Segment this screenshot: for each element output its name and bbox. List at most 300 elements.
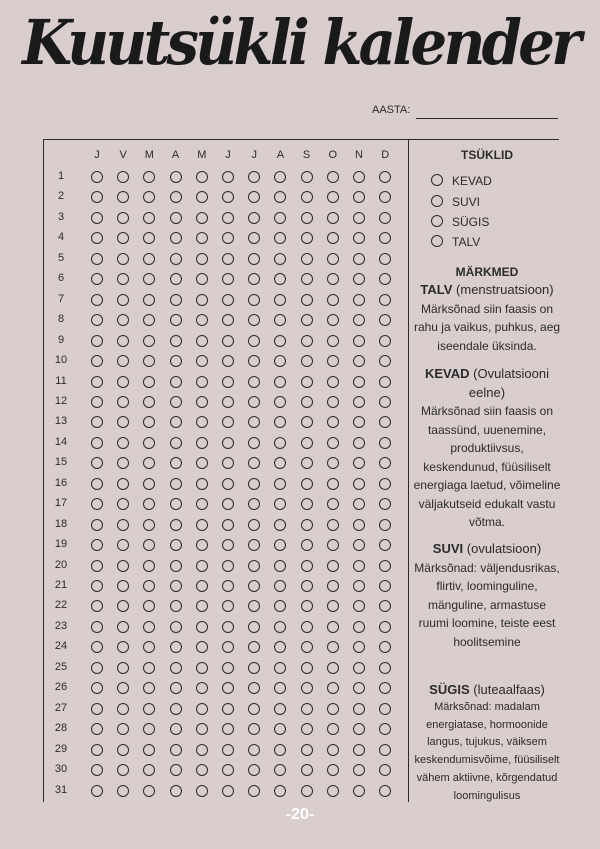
day-circle[interactable] [379, 764, 391, 776]
day-circle[interactable] [379, 376, 391, 388]
day-circle[interactable] [274, 621, 286, 633]
day-circle[interactable] [379, 662, 391, 674]
day-circle[interactable] [117, 785, 129, 797]
day-circle[interactable] [170, 314, 182, 326]
day-circle[interactable] [301, 171, 313, 183]
day-circle[interactable] [222, 212, 234, 224]
day-circle[interactable] [274, 641, 286, 653]
day-circle[interactable] [170, 273, 182, 285]
day-circle[interactable] [248, 662, 260, 674]
day-circle[interactable] [301, 785, 313, 797]
day-circle[interactable] [196, 335, 208, 347]
day-circle[interactable] [143, 294, 155, 306]
day-circle[interactable] [91, 355, 103, 367]
day-circle[interactable] [170, 478, 182, 490]
day-circle[interactable] [274, 437, 286, 449]
day-circle[interactable] [143, 764, 155, 776]
day-circle[interactable] [248, 232, 260, 244]
day-circle[interactable] [91, 253, 103, 265]
day-circle[interactable] [143, 314, 155, 326]
day-circle[interactable] [196, 376, 208, 388]
day-circle[interactable] [274, 191, 286, 203]
day-circle[interactable] [274, 376, 286, 388]
day-circle[interactable] [248, 335, 260, 347]
day-circle[interactable] [248, 191, 260, 203]
day-circle[interactable] [327, 621, 339, 633]
day-circle[interactable] [143, 212, 155, 224]
day-circle[interactable] [222, 498, 234, 510]
day-circle[interactable] [222, 416, 234, 428]
day-circle[interactable] [143, 560, 155, 572]
day-circle[interactable] [222, 560, 234, 572]
day-circle[interactable] [327, 273, 339, 285]
day-circle[interactable] [91, 662, 103, 674]
day-circle[interactable] [379, 519, 391, 531]
day-circle[interactable] [170, 232, 182, 244]
day-circle[interactable] [353, 641, 365, 653]
day-circle[interactable] [248, 355, 260, 367]
day-circle[interactable] [248, 580, 260, 592]
day-circle[interactable] [170, 600, 182, 612]
day-circle[interactable] [301, 396, 313, 408]
year-input-line[interactable] [416, 118, 558, 119]
day-circle[interactable] [301, 764, 313, 776]
day-circle[interactable] [353, 498, 365, 510]
day-circle[interactable] [91, 600, 103, 612]
day-circle[interactable] [248, 519, 260, 531]
day-circle[interactable] [274, 212, 286, 224]
day-circle[interactable] [143, 600, 155, 612]
day-circle[interactable] [379, 641, 391, 653]
day-circle[interactable] [196, 171, 208, 183]
day-circle[interactable] [170, 416, 182, 428]
day-circle[interactable] [379, 253, 391, 265]
day-circle[interactable] [353, 723, 365, 735]
day-circle[interactable] [327, 253, 339, 265]
day-circle[interactable] [274, 539, 286, 551]
day-circle[interactable] [117, 191, 129, 203]
day-circle[interactable] [117, 416, 129, 428]
day-circle[interactable] [222, 682, 234, 694]
day-circle[interactable] [274, 314, 286, 326]
day-circle[interactable] [301, 744, 313, 756]
day-circle[interactable] [170, 580, 182, 592]
day-circle[interactable] [196, 437, 208, 449]
day-circle[interactable] [143, 416, 155, 428]
day-circle[interactable] [196, 294, 208, 306]
day-circle[interactable] [248, 478, 260, 490]
day-circle[interactable] [353, 253, 365, 265]
day-circle[interactable] [196, 600, 208, 612]
day-circle[interactable] [274, 723, 286, 735]
cycle-circle[interactable] [431, 235, 443, 247]
day-circle[interactable] [170, 723, 182, 735]
day-circle[interactable] [248, 273, 260, 285]
day-circle[interactable] [196, 621, 208, 633]
day-circle[interactable] [91, 335, 103, 347]
day-circle[interactable] [222, 641, 234, 653]
day-circle[interactable] [91, 212, 103, 224]
day-circle[interactable] [196, 641, 208, 653]
day-circle[interactable] [222, 662, 234, 674]
day-circle[interactable] [143, 191, 155, 203]
day-circle[interactable] [248, 396, 260, 408]
day-circle[interactable] [327, 519, 339, 531]
day-circle[interactable] [196, 580, 208, 592]
day-circle[interactable] [327, 600, 339, 612]
day-circle[interactable] [117, 519, 129, 531]
day-circle[interactable] [248, 437, 260, 449]
day-circle[interactable] [379, 457, 391, 469]
day-circle[interactable] [91, 457, 103, 469]
day-circle[interactable] [301, 355, 313, 367]
day-circle[interactable] [301, 437, 313, 449]
day-circle[interactable] [274, 273, 286, 285]
day-circle[interactable] [91, 682, 103, 694]
day-circle[interactable] [248, 560, 260, 572]
day-circle[interactable] [222, 764, 234, 776]
day-circle[interactable] [379, 498, 391, 510]
day-circle[interactable] [91, 416, 103, 428]
day-circle[interactable] [274, 478, 286, 490]
day-circle[interactable] [222, 621, 234, 633]
day-circle[interactable] [327, 641, 339, 653]
day-circle[interactable] [353, 580, 365, 592]
day-circle[interactable] [143, 273, 155, 285]
day-circle[interactable] [379, 191, 391, 203]
day-circle[interactable] [301, 519, 313, 531]
day-circle[interactable] [196, 396, 208, 408]
day-circle[interactable] [196, 785, 208, 797]
day-circle[interactable] [274, 764, 286, 776]
day-circle[interactable] [91, 376, 103, 388]
day-circle[interactable] [91, 580, 103, 592]
day-circle[interactable] [353, 376, 365, 388]
day-circle[interactable] [143, 641, 155, 653]
day-circle[interactable] [196, 539, 208, 551]
day-circle[interactable] [117, 355, 129, 367]
day-circle[interactable] [353, 171, 365, 183]
day-circle[interactable] [170, 171, 182, 183]
day-circle[interactable] [196, 723, 208, 735]
day-circle[interactable] [274, 416, 286, 428]
day-circle[interactable] [143, 744, 155, 756]
day-circle[interactable] [379, 294, 391, 306]
day-circle[interactable] [327, 560, 339, 572]
day-circle[interactable] [248, 253, 260, 265]
day-circle[interactable] [117, 396, 129, 408]
day-circle[interactable] [301, 273, 313, 285]
day-circle[interactable] [117, 457, 129, 469]
day-circle[interactable] [222, 191, 234, 203]
day-circle[interactable] [274, 294, 286, 306]
day-circle[interactable] [379, 560, 391, 572]
day-circle[interactable] [143, 232, 155, 244]
day-circle[interactable] [301, 314, 313, 326]
day-circle[interactable] [301, 294, 313, 306]
day-circle[interactable] [301, 662, 313, 674]
day-circle[interactable] [91, 519, 103, 531]
day-circle[interactable] [91, 785, 103, 797]
day-circle[interactable] [301, 621, 313, 633]
day-circle[interactable] [222, 355, 234, 367]
day-circle[interactable] [143, 376, 155, 388]
day-circle[interactable] [117, 498, 129, 510]
day-circle[interactable] [143, 355, 155, 367]
day-circle[interactable] [248, 723, 260, 735]
day-circle[interactable] [353, 457, 365, 469]
day-circle[interactable] [353, 682, 365, 694]
day-circle[interactable] [248, 294, 260, 306]
day-circle[interactable] [222, 232, 234, 244]
day-circle[interactable] [379, 682, 391, 694]
day-circle[interactable] [222, 580, 234, 592]
day-circle[interactable] [170, 560, 182, 572]
day-circle[interactable] [196, 457, 208, 469]
day-circle[interactable] [248, 621, 260, 633]
day-circle[interactable] [353, 744, 365, 756]
day-circle[interactable] [353, 785, 365, 797]
day-circle[interactable] [327, 682, 339, 694]
day-circle[interactable] [327, 314, 339, 326]
day-circle[interactable] [170, 335, 182, 347]
day-circle[interactable] [196, 314, 208, 326]
day-circle[interactable] [91, 560, 103, 572]
day-circle[interactable] [274, 498, 286, 510]
day-circle[interactable] [379, 580, 391, 592]
day-circle[interactable] [353, 764, 365, 776]
day-circle[interactable] [274, 600, 286, 612]
day-circle[interactable] [248, 641, 260, 653]
day-circle[interactable] [301, 376, 313, 388]
day-circle[interactable] [117, 437, 129, 449]
day-circle[interactable] [327, 335, 339, 347]
day-circle[interactable] [91, 744, 103, 756]
day-circle[interactable] [117, 212, 129, 224]
day-circle[interactable] [274, 355, 286, 367]
day-circle[interactable] [91, 314, 103, 326]
day-circle[interactable] [301, 723, 313, 735]
day-circle[interactable] [91, 621, 103, 633]
day-circle[interactable] [143, 662, 155, 674]
day-circle[interactable] [222, 314, 234, 326]
day-circle[interactable] [170, 519, 182, 531]
day-circle[interactable] [379, 621, 391, 633]
day-circle[interactable] [117, 600, 129, 612]
day-circle[interactable] [117, 335, 129, 347]
day-circle[interactable] [379, 314, 391, 326]
day-circle[interactable] [117, 641, 129, 653]
day-circle[interactable] [353, 335, 365, 347]
day-circle[interactable] [379, 478, 391, 490]
day-circle[interactable] [379, 416, 391, 428]
day-circle[interactable] [379, 273, 391, 285]
day-circle[interactable] [117, 621, 129, 633]
day-circle[interactable] [196, 662, 208, 674]
day-circle[interactable] [143, 437, 155, 449]
day-circle[interactable] [301, 682, 313, 694]
day-circle[interactable] [274, 703, 286, 715]
day-circle[interactable] [91, 478, 103, 490]
day-circle[interactable] [248, 682, 260, 694]
day-circle[interactable] [379, 785, 391, 797]
day-circle[interactable] [222, 723, 234, 735]
day-circle[interactable] [353, 355, 365, 367]
day-circle[interactable] [143, 253, 155, 265]
day-circle[interactable] [117, 539, 129, 551]
day-circle[interactable] [170, 785, 182, 797]
day-circle[interactable] [170, 355, 182, 367]
day-circle[interactable] [353, 314, 365, 326]
day-circle[interactable] [301, 478, 313, 490]
day-circle[interactable] [196, 232, 208, 244]
day-circle[interactable] [196, 519, 208, 531]
day-circle[interactable] [248, 416, 260, 428]
day-circle[interactable] [301, 580, 313, 592]
day-circle[interactable] [91, 396, 103, 408]
day-circle[interactable] [170, 682, 182, 694]
day-circle[interactable] [301, 539, 313, 551]
cycle-circle[interactable] [431, 174, 443, 186]
day-circle[interactable] [117, 682, 129, 694]
day-circle[interactable] [274, 171, 286, 183]
day-circle[interactable] [379, 212, 391, 224]
day-circle[interactable] [327, 764, 339, 776]
day-circle[interactable] [274, 560, 286, 572]
day-circle[interactable] [301, 416, 313, 428]
day-circle[interactable] [143, 335, 155, 347]
day-circle[interactable] [301, 191, 313, 203]
day-circle[interactable] [170, 498, 182, 510]
day-circle[interactable] [379, 703, 391, 715]
day-circle[interactable] [143, 703, 155, 715]
day-circle[interactable] [248, 764, 260, 776]
day-circle[interactable] [274, 580, 286, 592]
day-circle[interactable] [327, 662, 339, 674]
day-circle[interactable] [353, 191, 365, 203]
day-circle[interactable] [327, 212, 339, 224]
day-circle[interactable] [222, 253, 234, 265]
day-circle[interactable] [248, 703, 260, 715]
day-circle[interactable] [301, 498, 313, 510]
day-circle[interactable] [353, 539, 365, 551]
day-circle[interactable] [327, 478, 339, 490]
day-circle[interactable] [248, 171, 260, 183]
day-circle[interactable] [91, 232, 103, 244]
day-circle[interactable] [196, 703, 208, 715]
day-circle[interactable] [196, 498, 208, 510]
day-circle[interactable] [222, 396, 234, 408]
day-circle[interactable] [91, 641, 103, 653]
day-circle[interactable] [301, 703, 313, 715]
day-circle[interactable] [353, 519, 365, 531]
day-circle[interactable] [196, 253, 208, 265]
day-circle[interactable] [353, 396, 365, 408]
day-circle[interactable] [91, 723, 103, 735]
day-circle[interactable] [327, 416, 339, 428]
day-circle[interactable] [222, 600, 234, 612]
day-circle[interactable] [196, 744, 208, 756]
day-circle[interactable] [301, 232, 313, 244]
day-circle[interactable] [222, 703, 234, 715]
day-circle[interactable] [379, 437, 391, 449]
day-circle[interactable] [170, 764, 182, 776]
day-circle[interactable] [91, 171, 103, 183]
day-circle[interactable] [143, 498, 155, 510]
day-circle[interactable] [143, 171, 155, 183]
day-circle[interactable] [196, 682, 208, 694]
day-circle[interactable] [301, 212, 313, 224]
day-circle[interactable] [196, 416, 208, 428]
day-circle[interactable] [91, 703, 103, 715]
day-circle[interactable] [91, 498, 103, 510]
day-circle[interactable] [91, 539, 103, 551]
day-circle[interactable] [327, 437, 339, 449]
day-circle[interactable] [222, 437, 234, 449]
day-circle[interactable] [170, 253, 182, 265]
day-circle[interactable] [353, 703, 365, 715]
day-circle[interactable] [91, 437, 103, 449]
day-circle[interactable] [117, 703, 129, 715]
day-circle[interactable] [170, 191, 182, 203]
day-circle[interactable] [379, 171, 391, 183]
day-circle[interactable] [301, 641, 313, 653]
day-circle[interactable] [327, 396, 339, 408]
day-circle[interactable] [274, 253, 286, 265]
day-circle[interactable] [353, 600, 365, 612]
day-circle[interactable] [327, 703, 339, 715]
day-circle[interactable] [353, 232, 365, 244]
cycle-circle[interactable] [431, 195, 443, 207]
day-circle[interactable] [353, 478, 365, 490]
day-circle[interactable] [143, 539, 155, 551]
day-circle[interactable] [196, 764, 208, 776]
day-circle[interactable] [222, 376, 234, 388]
day-circle[interactable] [379, 396, 391, 408]
day-circle[interactable] [196, 273, 208, 285]
day-circle[interactable] [274, 785, 286, 797]
day-circle[interactable] [353, 273, 365, 285]
day-circle[interactable] [301, 253, 313, 265]
day-circle[interactable] [353, 294, 365, 306]
day-circle[interactable] [222, 478, 234, 490]
day-circle[interactable] [170, 376, 182, 388]
day-circle[interactable] [222, 335, 234, 347]
day-circle[interactable] [353, 560, 365, 572]
day-circle[interactable] [170, 294, 182, 306]
day-circle[interactable] [170, 662, 182, 674]
day-circle[interactable] [222, 273, 234, 285]
day-circle[interactable] [274, 232, 286, 244]
day-circle[interactable] [248, 744, 260, 756]
day-circle[interactable] [327, 580, 339, 592]
day-circle[interactable] [379, 600, 391, 612]
day-circle[interactable] [327, 376, 339, 388]
day-circle[interactable] [143, 723, 155, 735]
day-circle[interactable] [143, 457, 155, 469]
day-circle[interactable] [248, 457, 260, 469]
day-circle[interactable] [248, 785, 260, 797]
day-circle[interactable] [301, 560, 313, 572]
day-circle[interactable] [170, 539, 182, 551]
day-circle[interactable] [91, 294, 103, 306]
day-circle[interactable] [196, 191, 208, 203]
day-circle[interactable] [301, 600, 313, 612]
day-circle[interactable] [117, 232, 129, 244]
day-circle[interactable] [327, 498, 339, 510]
day-circle[interactable] [222, 519, 234, 531]
day-circle[interactable] [170, 396, 182, 408]
